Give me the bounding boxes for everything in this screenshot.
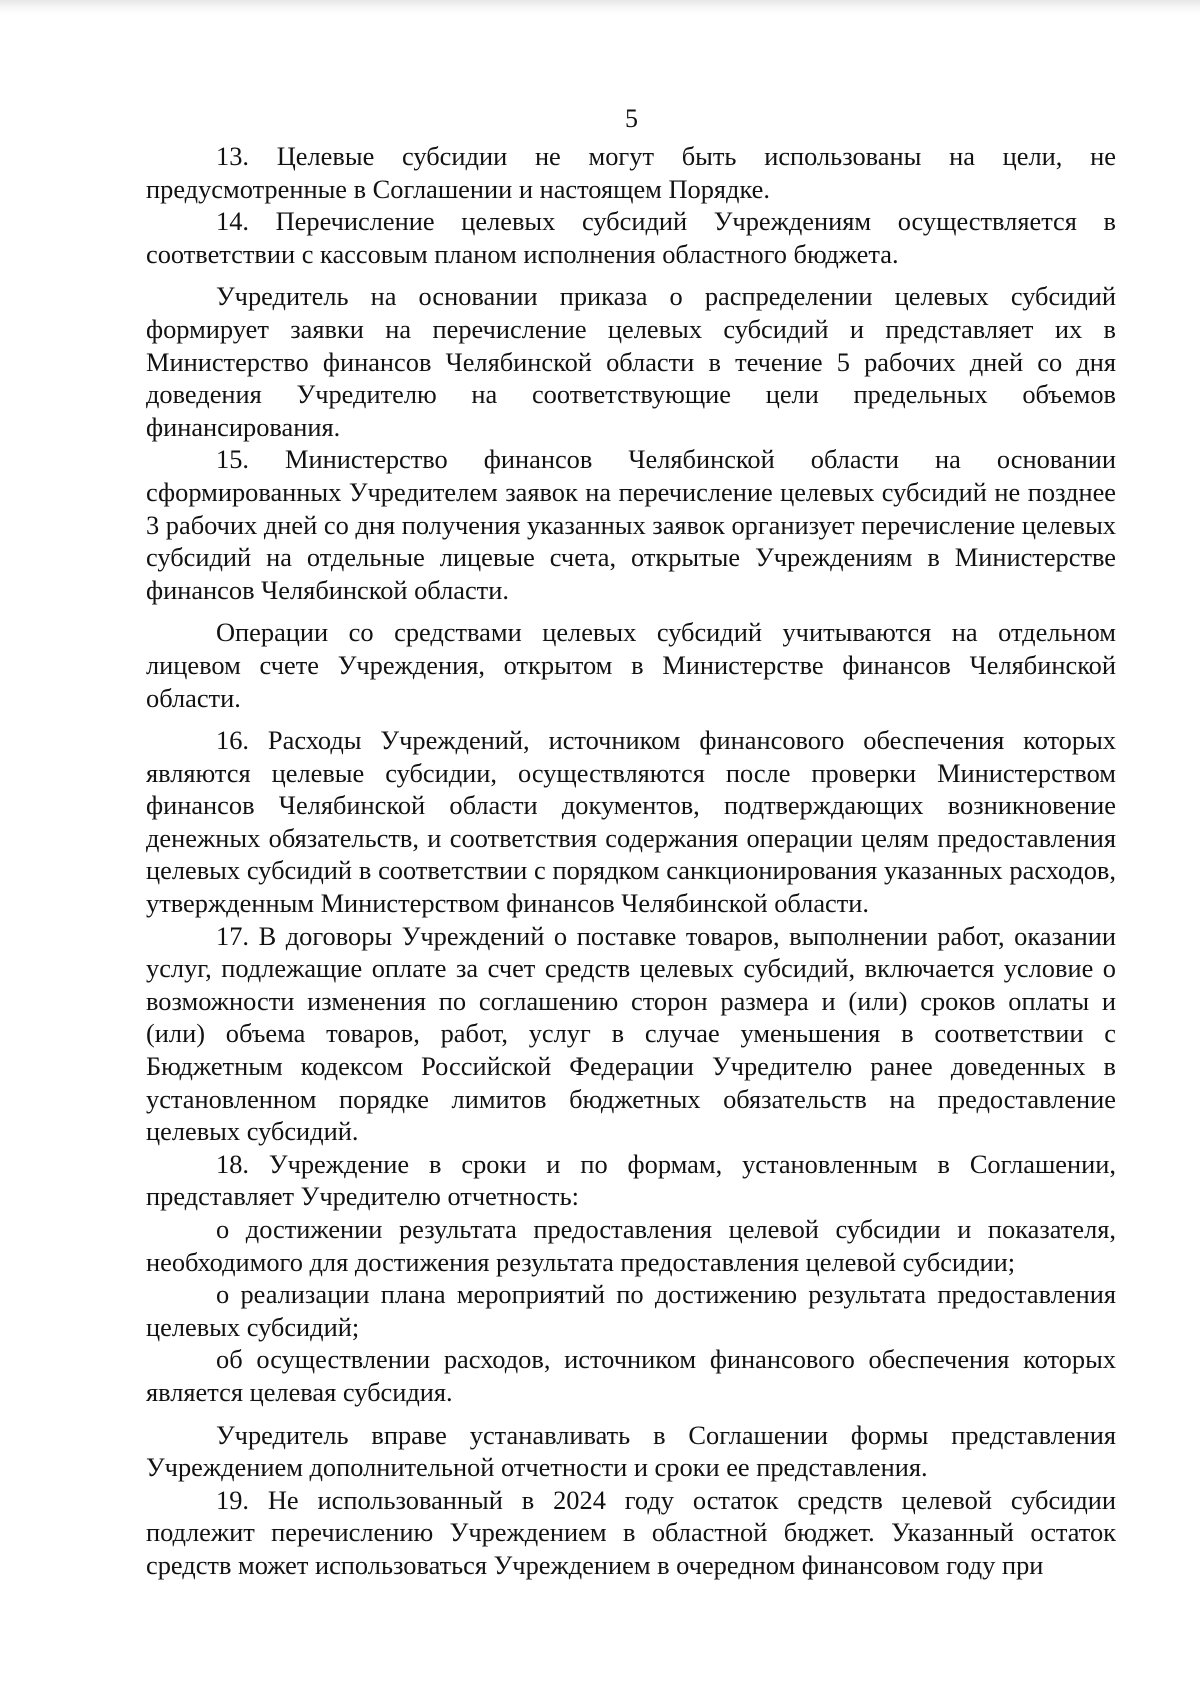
paragraph-15-operations: Операции со средствами целевых субсидий учитываются на отдельном лицевом счете Учреждения, открытом в Министерстве финансов Челябинской области. [146,617,1116,713]
paragraph-17: 17. В договоры Учреждений о поставке товаров, выполнении работ, оказании услуг, подлежащие оплате за счет средств целевых субсидий, включается условие о возможности изменения по соглашению сторон размера и (или) сроков оплаты и (или) объема товаров, работ, услуг в случае уменьшения в соответствии с Бюджетным кодексом Российской Федерации Учредителю ранее доведенных в установленном порядке лимитов бюджетных обязательств на предоставление целевых субсидий. [146,920,1116,1147]
report-item-plan: о реализации плана мероприятий по достижению результата предоставления целевых субсидий; [146,1279,1116,1342]
paragraph-19: 19. Не использованный в 2024 году остаток средств целевой субсидии подлежит перечислению Учреждением в областной бюджет. Указанный остаток средств может использоваться Учреждением в очередном финансовом году при [146,1484,1116,1580]
paragraph-13: 13. Целевые субсидии не могут быть использованы на цели, не предусмотренные в Соглашении и настоящем Порядке. [146,141,1116,204]
paragraph-14: 14. Перечисление целевых субсидий Учреждениям осуществляется в соответствии с кассовым планом исполнения областного бюджета. [146,206,1116,269]
document-body [146,140,1116,1582]
paragraph-18-additional: Учредитель вправе устанавливать в Соглашении формы представления Учреждением дополнительной отчетности и сроки ее представления. [146,1419,1116,1483]
report-item-result: о достижении результата предоставления целевой субсидии и показателя, необходимого для достижения результата предоставления целевой субсидии; [146,1214,1116,1277]
scan-edge [0,0,1200,14]
paragraph-14-applications: Учредитель на основании приказа о распределении целевых субсидий формирует заявки на перечисление целевых субсидий и представляет их в Министерство финансов Челябинской области в течение 5 рабочих дней со дня доведения Учредителю на соответствующие цели предельных объемов финансирования. [146,281,1116,442]
report-item-expenses: об осуществлении расходов, источником финансового обеспечения которых является целевая субсидия. [146,1344,1116,1407]
paragraph-18: 18. Учреждение в сроки и по формам, установленным в Соглашении, представляет Учредителю отчетность: [146,1148,1116,1212]
paragraph-15: 15. Министерство финансов Челябинской области на основании сформированных Учредителем заявок на перечисление целевых субсидий не позднее 3 рабочих дней со дня получения указанных заявок организует перечисление целевых субсидий на отдельные лицевые счета, открытые Учреждениям в Министерстве финансов Челябинской области. [146,444,1116,605]
page-number: 5 [625,104,638,133]
paragraph-16: 16. Расходы Учреждений, источником финансового обеспечения которых являются целевые субсидии, осуществляются после проверки Министерством финансов Челябинской области документов, подтверждающих возникновение денежных обязательств, и соответствия содержания операции целям предоставления целевых субсидий в соответствии с порядком санкционирования указанных расходов, утвержденным Министерством финансов Челябинской области. [146,725,1116,919]
